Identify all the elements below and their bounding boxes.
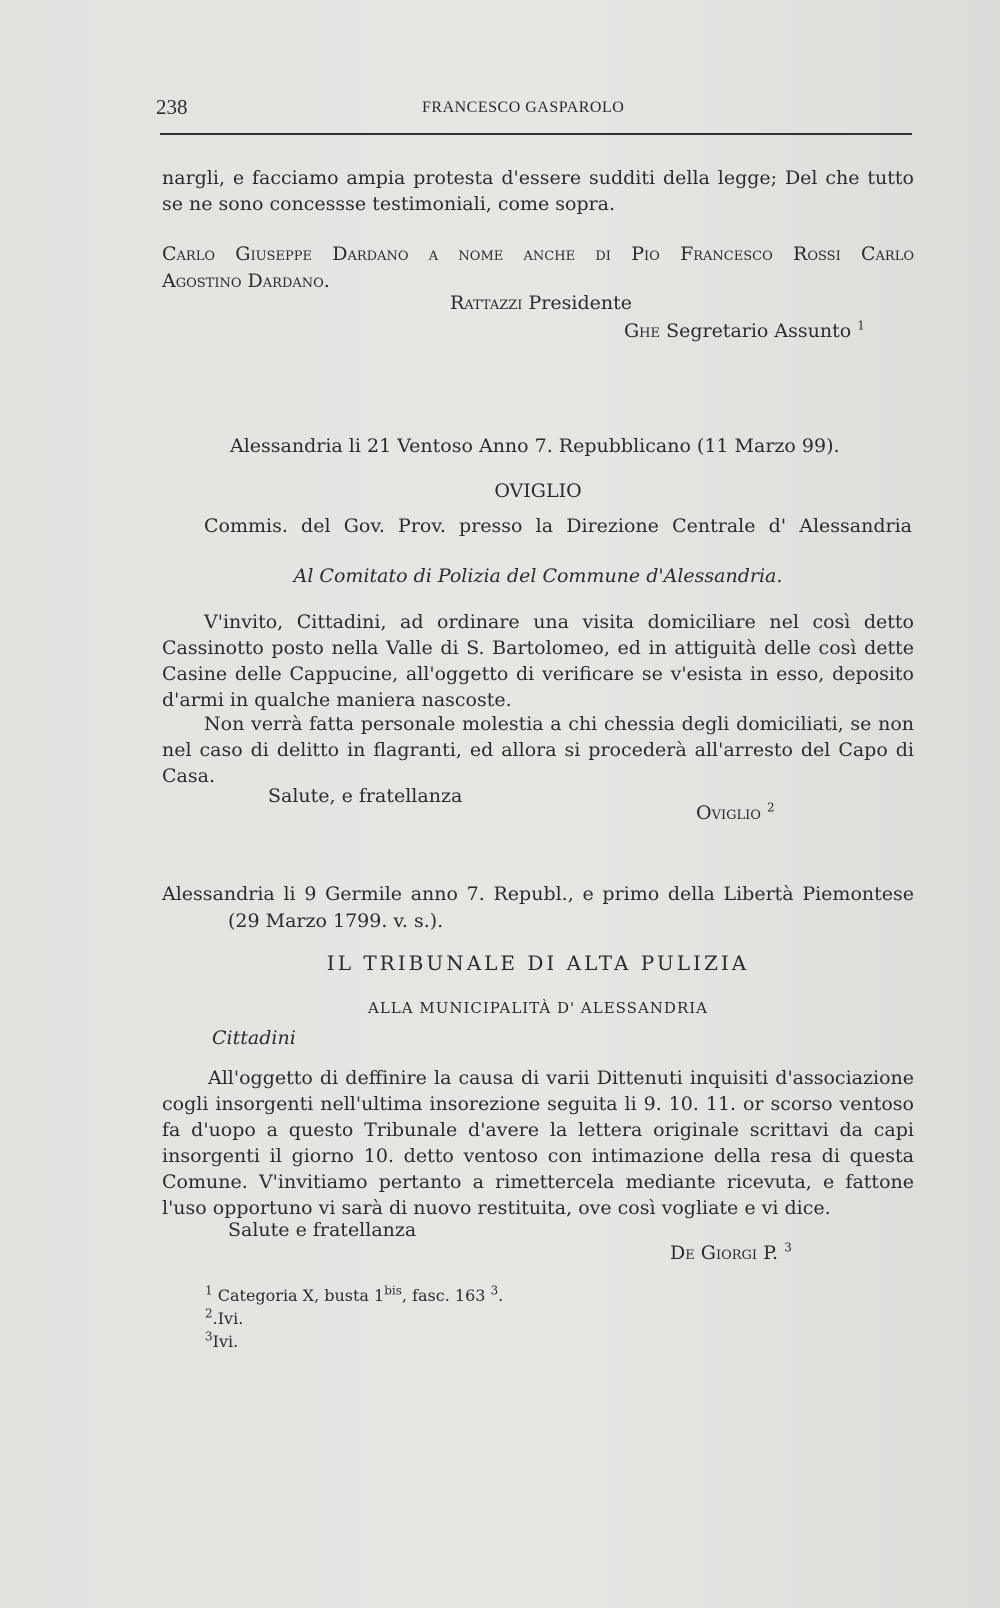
- footnote-1-sup: bis: [384, 1283, 402, 1298]
- signatories-line-1: Carlo Giuseppe Dardano a nome anche di Pio Francesco Rossi Carlo: [162, 243, 914, 265]
- signature-oviglio: [696, 800, 916, 826]
- signature-degiorgi-name: De Giorgi P.: [670, 1242, 779, 1264]
- footnote-1-end: .: [498, 1286, 504, 1305]
- footnote-ref-3: 3: [784, 1240, 792, 1255]
- footnote-1-mark: 1: [205, 1283, 213, 1298]
- footnote-1-tail-sup: 3: [490, 1283, 499, 1298]
- footnote-ref-2: 2: [766, 800, 775, 815]
- footnote-2-mark: 2: [205, 1306, 213, 1321]
- salutation-cittadini: Cittadini: [212, 1027, 296, 1049]
- commissioner-line: Commis. del Gov. Prov. presso la Direzione Centrale d' Alessandria: [204, 515, 912, 537]
- signature-degiorgi: [670, 1240, 910, 1266]
- page-header: [156, 95, 912, 125]
- header-rule: [160, 133, 912, 135]
- closing-salute-1: Salute, e fratellanza: [268, 785, 463, 807]
- footnote-2: [205, 1308, 243, 1330]
- signature-rattazzi-name: Rattazzi: [450, 292, 523, 314]
- address-comitato: Al Comitato di Polizia del Commune d'Alessandria.: [293, 565, 783, 587]
- date-line-germile-2: (29 Marzo 1799. v. s.).: [228, 910, 444, 932]
- date-line-germile-1: Alessandria li 9 Germile anno 7. Republ., e primo della Libertà Piemontese: [162, 883, 914, 905]
- paragraph-dittenuti: All'oggetto di deffinire la causa di varii Dittenuti inquisiti d'associazione cogli insorgenti nell'ultima insorezione seguita li 9. 10. 11. or scorso ventoso fa d'uopo a questo Tribunale d'avere la lettera originale scrittavi da capi insorgenti il giorno 10. detto ventoso con intimazione della resa di questa Comune. V'invitiamo pertanto a rimettercela mediante ricevuta, e fattone l'uso opportuno vi sarà di nuovo restituita, ove così vogliate e vi dice.: [162, 1067, 914, 1219]
- date-line-ventoso: Alessandria li 21 Ventoso Anno 7. Repubblicano (11 Marzo 99).: [230, 435, 840, 457]
- heading-oviglio: OVIGLIO: [494, 480, 582, 502]
- footnote-ref-1: 1: [857, 318, 865, 333]
- signature-oviglio-name: Oviglio: [696, 802, 761, 824]
- closing-salute-2: Salute e fratellanza: [228, 1219, 417, 1241]
- signatories-line-2: Agostino Dardano.: [162, 270, 330, 292]
- page-number: 238: [156, 95, 188, 119]
- footnote-1: [205, 1285, 503, 1307]
- heading-municipalita: ALLA MUNICIPALITÀ D' ALESSANDRIA: [367, 999, 708, 1017]
- signature-rattazzi-role: Presidente: [528, 292, 632, 314]
- footnote-3-mark: 3: [205, 1329, 213, 1344]
- footnote-1-tail: , fasc. 163: [401, 1286, 486, 1305]
- paragraph-protesta: nargli, e facciamo ampia protesta d'essere sudditi della legge; Del che tutto se ne sono concessse testimoniali, come sopra.: [162, 167, 914, 215]
- signature-ghe: [624, 318, 914, 344]
- footnote-3-text: Ivi.: [212, 1332, 239, 1351]
- running-title: FRANCESCO GASPAROLO: [422, 99, 625, 116]
- footnote-1-text: Categoria X, busta 1: [217, 1286, 385, 1305]
- signature-ghe-role: Segretario Assunto: [666, 320, 852, 342]
- signature-ghe-name: Ghe: [624, 320, 661, 342]
- heading-tribunale: IL TRIBUNALE DI ALTA PULIZIA: [326, 951, 750, 975]
- signature-rattazzi: [450, 290, 750, 316]
- footnote-3: [205, 1331, 238, 1353]
- footnote-2-text: .Ivi.: [212, 1309, 244, 1328]
- paragraph-invito: V'invito, Cittadini, ad ordinare una visita domiciliare nel così detto Cassinotto posto nella Valle di S. Bartolomeo, ed in attiguità delle così dette Casine delle Cappucine, all'oggetto di verificare se v'esista in esso, deposito d'armi in qualche maniera nascoste.: [162, 611, 914, 711]
- paragraph-molestia: Non verrà fatta personale molestia a chi chessia degli domiciliati, se non nel caso di delitto in flagranti, ed allora si procederà all'arresto del Capo di Casa.: [162, 713, 914, 787]
